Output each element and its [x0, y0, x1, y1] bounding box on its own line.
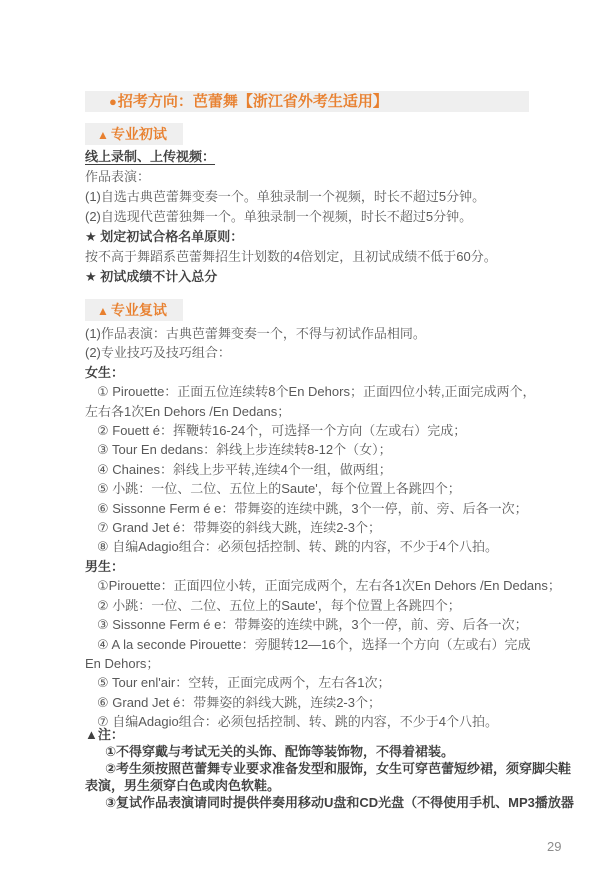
text-line: ① Pirouette：正面五位连续转8个En Dehors；正面四位小转,正面完成两个，: [97, 384, 536, 400]
second-test-content: [85, 324, 561, 732]
text-line: ② 小跳：一位、二位、五位上的Saute'，每个位置上各跳四个；: [97, 597, 461, 613]
text-line: 表演，男生须穿白色或肉色软鞋。: [85, 778, 281, 793]
text-line: ⑥ Sissonne Ferm é e：带舞姿的连续中跳，3个一停，前、旁、后各一次；: [97, 500, 528, 516]
text-line: ★ 初试成绩不计入总分: [85, 269, 218, 284]
triangle-icon: ▲: [97, 304, 109, 318]
text-line: ③复试作品表演请同时提供伴奏用移动U盘和CD光盘（不得使用手机、MP3播放器: [105, 795, 574, 810]
text-line: 女生：: [85, 364, 125, 380]
text-line: ② Fouett é：挥鞭转16-24个，可选择一个方向（左或右）完成；: [97, 423, 467, 439]
text-line: ▲注：: [85, 727, 124, 742]
notes-content: [85, 726, 574, 811]
text-line: 左右各1次En Dehors /En Dedans；: [85, 403, 291, 419]
text-line: ⑦ Grand Jet é：带舞姿的斜线大跳，连续2-3个；: [97, 520, 381, 536]
text-line: 男生：: [85, 558, 125, 574]
text-line: ①不得穿戴与考试无关的头饰、配饰等装饰物，不得着裙装。: [105, 744, 455, 759]
text-line: ⑤ 小跳：一位、二位、五位上的Saute'，每个位置上各跳四个；: [97, 481, 461, 497]
text-line: (1)自选古典芭蕾舞变奏一个。单独录制一个视频，时长不超过5分钟。: [85, 189, 486, 204]
page-number: 29: [547, 839, 562, 854]
text-line: ⑤ Tour enl'air：空转，正面完成两个，左右各1次；: [97, 675, 391, 691]
text-line: En Dehors；: [85, 655, 160, 671]
recruitment-direction-title: 招考方向：芭蕾舞【浙江省外考生适用】: [117, 93, 388, 110]
first-test-title-label: 专业初试: [110, 126, 167, 142]
text-line: ①Pirouette：正面四位小转，正面完成两个，左右各1次En Dehors /En Dedans；: [97, 578, 561, 594]
bullet-icon: ●: [109, 94, 117, 109]
text-line: (1)作品表演：古典芭蕾舞变奏一个，不得与初试作品相同。: [85, 326, 426, 341]
second-test-title-label: 专业复试: [110, 302, 167, 318]
text-line: ③ Tour En dedans：斜线上步连续转8-12个（女）；: [97, 442, 392, 458]
text-line: ④ Chaines：斜线上步平转,连续4个一组，做两组；: [97, 461, 392, 477]
text-line: 按不高于舞蹈系芭蕾舞招生计划数的4倍划定，且初试成绩不低于60分。: [85, 249, 497, 264]
text-line: (2)自选现代芭蕾独舞一个。单独录制一个视频，时长不超过5分钟。: [85, 209, 473, 224]
text-line: ③ Sissonne Ferm é e：带舞姿的连续中跳，3个一停，前、旁、后各一次；: [97, 617, 528, 633]
text-line: ④ A la seconde Pirouette：旁腿转12—16个，选择一个方向（左或右）完成: [97, 636, 531, 652]
section-title-first-test: [85, 123, 183, 145]
text-line: 作品表演：: [85, 169, 151, 184]
recruitment-direction-header: [85, 91, 529, 112]
text-line: ⑦ 自编Adagio组合：必须包括控制、转、跳的内容，不少于4个八拍。: [97, 714, 498, 730]
text-line: ②考生须按照芭蕾舞专业要求准备发型和服饰，女生可穿芭蕾短纱裙，须穿脚尖鞋: [105, 761, 572, 776]
triangle-icon: ▲: [97, 128, 109, 142]
text-line: (2)专业技巧及技巧组合：: [85, 345, 231, 361]
text-line: ⑧ 自编Adagio组合：必须包括控制、转、跳的内容，不少于4个八拍。: [97, 539, 498, 555]
text-line: ⑥ Grand Jet é：带舞姿的斜线大跳，连续2-3个；: [97, 694, 381, 710]
section-title-second-test: [85, 299, 183, 321]
first-test-content: [85, 147, 497, 287]
text-line: 线上录制、上传视频：: [85, 149, 216, 164]
text-line: ★ 划定初试合格名单原则：: [85, 229, 244, 244]
